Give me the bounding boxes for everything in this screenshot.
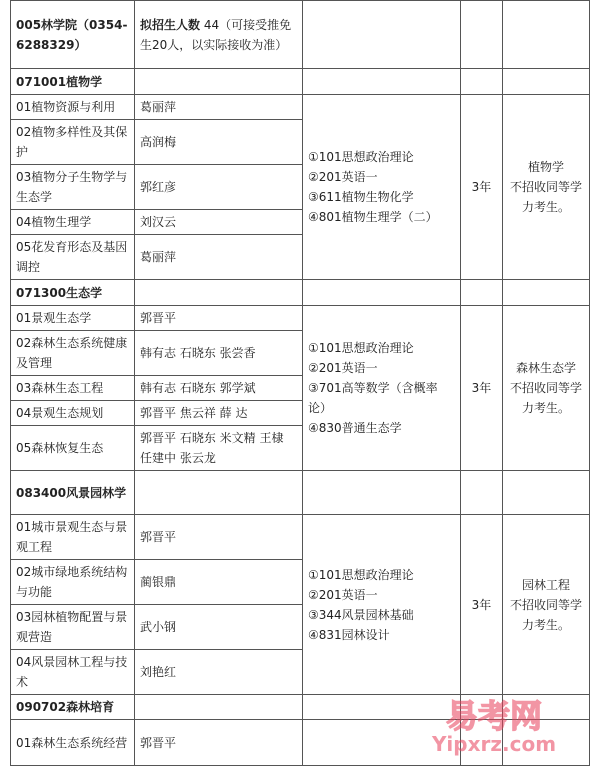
tutor-names: 郭晋平 xyxy=(135,515,303,560)
direction-row xyxy=(11,95,590,120)
tutor-names: 郭晋平 石晓东 米文精 王棣 任建中 张云龙 xyxy=(135,426,303,471)
direction-name: 02城市绿地系统结构与功能 xyxy=(11,560,135,605)
tutor-names: 郭晋平 xyxy=(135,306,303,331)
empty-cell xyxy=(135,69,303,95)
empty-cell xyxy=(503,471,590,515)
watermark-bottom: Yipxrz.com xyxy=(431,732,557,756)
direction-name: 03园林植物配置与景观营造 xyxy=(11,605,135,650)
empty-cell xyxy=(303,471,461,515)
program-header-row xyxy=(11,280,590,306)
enroll-text: 44（可接受推免生20人，以实际接收为准） xyxy=(140,17,292,52)
direction-name: 04风景园林工程与技术 xyxy=(11,650,135,695)
admission-table xyxy=(10,0,590,766)
program-code: 090702森林培育 xyxy=(11,695,135,720)
program-code: 071001植物学 xyxy=(11,69,135,95)
program-code: 071300生态学 xyxy=(11,280,135,306)
direction-name: 01森林生态系统经营 xyxy=(11,720,135,766)
watermark-logo xyxy=(415,693,573,757)
program-note: 植物学 不招收同等学力考生。 xyxy=(503,95,590,280)
study-years: 3年 xyxy=(461,95,503,280)
tutor-names: 蔺银鼎 xyxy=(135,560,303,605)
program-note: 森林生态学 不招收同等学力考生。 xyxy=(503,306,590,471)
direction-name: 03森林生态工程 xyxy=(11,376,135,401)
tutor-names: 刘艳红 xyxy=(135,650,303,695)
direction-row xyxy=(11,515,590,560)
direction-name: 01景观生态学 xyxy=(11,306,135,331)
direction-row xyxy=(11,306,590,331)
direction-name: 05森林恢复生态 xyxy=(11,426,135,471)
tutor-names: 韩有志 石晓东 张尝香 xyxy=(135,331,303,376)
empty-cell xyxy=(135,280,303,306)
study-years: 3年 xyxy=(461,306,503,471)
empty-cell xyxy=(303,1,461,69)
empty-cell xyxy=(303,280,461,306)
empty-cell xyxy=(461,471,503,515)
enroll-label: 拟招生人数 xyxy=(140,17,201,32)
program-code: 083400风景园林学 xyxy=(11,471,135,515)
watermark-top: 易考网 xyxy=(445,697,543,735)
empty-cell xyxy=(135,695,303,720)
tutor-names: 韩有志 石晓东 郭学斌 xyxy=(135,376,303,401)
empty-cell xyxy=(303,69,461,95)
empty-cell xyxy=(461,1,503,69)
empty-cell xyxy=(503,1,590,69)
college-row xyxy=(11,1,590,69)
direction-name: 04植物生理学 xyxy=(11,210,135,235)
tutor-names: 刘汉云 xyxy=(135,210,303,235)
exam-subjects: ①101思想政治理论 ②201英语一 ③344风景园林基础 ④831园林设计 xyxy=(303,515,461,695)
direction-name: 03植物分子生物学与生态学 xyxy=(11,165,135,210)
direction-name: 04景观生态规划 xyxy=(11,401,135,426)
empty-cell xyxy=(503,69,590,95)
exam-subjects: ①101思想政治理论 ②201英语一 ③701高等数学（含概率论） ④830普通生态学 xyxy=(303,306,461,471)
program-header-row xyxy=(11,69,590,95)
tutor-names: 葛丽萍 xyxy=(135,95,303,120)
direction-name: 05花发育形态及基因调控 xyxy=(11,235,135,280)
program-note: 园林工程 不招收同等学力考生。 xyxy=(503,515,590,695)
tutor-names: 高润梅 xyxy=(135,120,303,165)
tutor-names: 武小钢 xyxy=(135,605,303,650)
empty-cell xyxy=(461,280,503,306)
tutor-names: 郭红彦 xyxy=(135,165,303,210)
empty-cell xyxy=(461,69,503,95)
empty-cell xyxy=(135,471,303,515)
tutor-names: 郭晋平 焦云祥 薛 达 xyxy=(135,401,303,426)
direction-name: 01城市景观生态与景观工程 xyxy=(11,515,135,560)
exam-subjects: ①101思想政治理论 ②201英语一 ③611植物生物化学 ④801植物生理学（二） xyxy=(303,95,461,280)
direction-name: 02森林生态系统健康及管理 xyxy=(11,331,135,376)
study-years: 3年 xyxy=(461,515,503,695)
college-name: 005林学院（0354-6288329） xyxy=(11,1,135,69)
direction-name: 02植物多样性及其保护 xyxy=(11,120,135,165)
program-header-row xyxy=(11,471,590,515)
tutor-names: 葛丽萍 xyxy=(135,235,303,280)
tutor-names: 郭晋平 xyxy=(135,720,303,766)
direction-name: 01植物资源与利用 xyxy=(11,95,135,120)
empty-cell xyxy=(503,280,590,306)
enroll-info xyxy=(135,1,303,69)
